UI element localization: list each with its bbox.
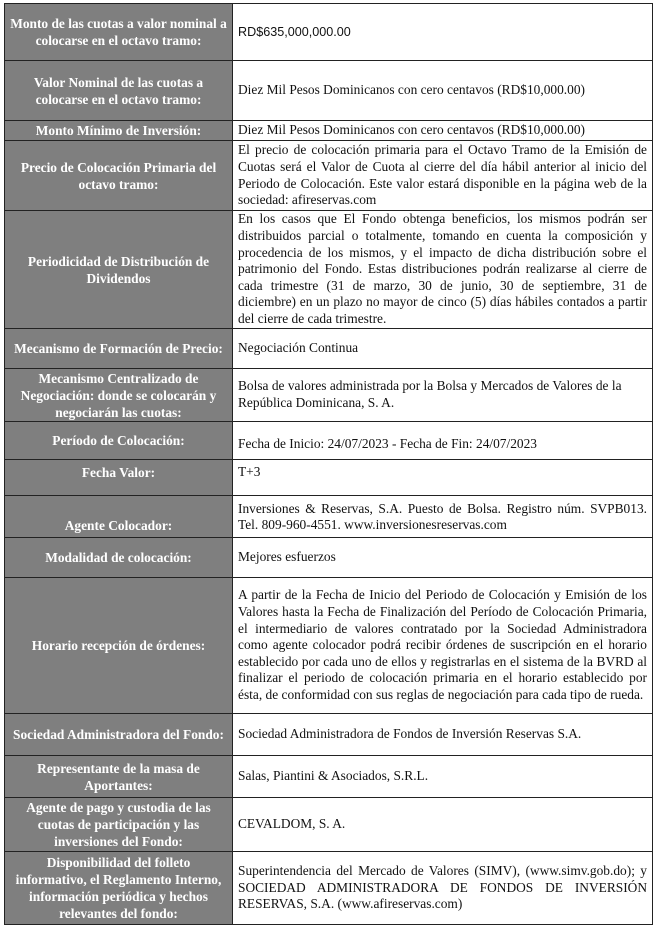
row-label: Periodicidad de Distribución de Dividendos — [5, 211, 233, 329]
table-row — [5, 852, 653, 925]
table-row — [5, 121, 653, 141]
row-value: Diez Mil Pesos Dominicanos con cero centavos (RD$10,000.00) — [233, 61, 653, 121]
table-row — [5, 538, 653, 578]
table-row — [5, 329, 653, 369]
row-value: Fecha de Inicio: 24/07/2023 - Fecha de Fin: 24/07/2023 — [233, 422, 653, 460]
row-label: Mecanismo Centralizado de Negociación: donde se colocarán y negociarán las cuotas: — [5, 369, 233, 422]
table-row — [5, 496, 653, 538]
row-label: Período de Colocación: — [5, 422, 233, 460]
row-label: Monto de las cuotas a valor nominal a colocarse en el octavo tramo: — [5, 4, 233, 61]
table-row — [5, 369, 653, 422]
row-value: Mejores esfuerzos — [233, 538, 653, 578]
row-value: Bolsa de valores administrada por la Bolsa y Mercados de Valores de la República Dominicana, S. A. — [233, 369, 653, 422]
row-label: Valor Nominal de las cuotas a colocarse en el octavo tramo: — [5, 61, 233, 121]
table-row — [5, 4, 653, 61]
row-value: Negociación Continua — [233, 329, 653, 369]
row-value: Inversiones & Reservas, S.A. Puesto de Bolsa. Registro núm. SVPB013. Tel. 809-960-4551. www.inversionesreservas.com — [233, 496, 653, 538]
row-value: El precio de colocación primaria para el Octavo Tramo de la Emisión de Cuotas será el Valor de Cuota al cierre del día hábil anterior al inicio del Periodo de Colocación. Este valor estará disponible en la página web de la sociedad: afireservas.com — [233, 141, 653, 211]
table-row — [5, 211, 653, 329]
table-row — [5, 714, 653, 756]
row-label: Horario recepción de órdenes: — [5, 578, 233, 714]
row-value: RD$635,000,000.00 — [233, 4, 653, 61]
row-label: Mecanismo de Formación de Precio: — [5, 329, 233, 369]
row-label: Representante de la masa de Aportantes: — [5, 756, 233, 798]
row-label: Agente Colocador: — [5, 496, 233, 538]
row-label: Agente de pago y custodia de las cuotas de participación y las inversiones del Fondo: — [5, 798, 233, 852]
row-value: T+3 — [233, 460, 653, 496]
table-row — [5, 460, 653, 496]
row-value: A partir de la Fecha de Inicio del Periodo de Colocación y Emisión de los Valores hasta la Fecha de Finalización del Período de Colocación Primaria, el intermediario de valores contratado por la Sociedad Administradora como agente colocador podrá recibir órdenes de suscripción en el horario establecido por cada uno de ellos y registrarlas en el sistema de la BVRD al finalizar el periodo de colocación primaria en el horario establecido por ésta, de conformidad con sus reglas de negociación para cada tipo de rueda. — [233, 578, 653, 714]
table-row — [5, 141, 653, 211]
row-value: Superintendencia del Mercado de Valores (SIMV), (www.simv.gob.do); y SOCIEDAD ADMINISTRADORA DE FONDOS DE INVERSIÓN RESERVAS, S.A. (www.afireservas.com) — [233, 852, 653, 925]
table-row — [5, 578, 653, 714]
row-label: Precio de Colocación Primaria del octavo tramo: — [5, 141, 233, 211]
row-value: Sociedad Administradora de Fondos de Inversión Reservas S.A. — [233, 714, 653, 756]
table-row — [5, 756, 653, 798]
row-value: Salas, Piantini & Asociados, S.R.L. — [233, 756, 653, 798]
row-value: CEVALDOM, S. A. — [233, 798, 653, 852]
offering-terms-table — [4, 3, 653, 925]
row-label: Disponibilidad del folleto informativo, el Reglamento Interno, información periódica y hechos relevantes del fondo: — [5, 852, 233, 925]
row-label: Modalidad de colocación: — [5, 538, 233, 578]
row-label: Sociedad Administradora del Fondo: — [5, 714, 233, 756]
table-row — [5, 422, 653, 460]
row-value: En los casos que El Fondo obtenga beneficios, los mismos podrán ser distribuidos parcial o totalmente, tomando en cuenta la composición y procedencia de los mismos, y el impacto de dicha distribución sobre el patrimonio del Fondo. Estas distribuciones podrán realizarse al cierre de cada trimestre (31 de marzo, 30 de junio, 30 de septiembre, 31 de diciembre) en un plazo no mayor de cinco (5) días hábiles contados a partir del cierre de cada trimestre. — [233, 211, 653, 329]
table-row — [5, 61, 653, 121]
row-label: Fecha Valor: — [5, 460, 233, 496]
table-row — [5, 798, 653, 852]
row-label: Monto Mínimo de Inversión: — [5, 121, 233, 141]
row-value: Diez Mil Pesos Dominicanos con cero centavos (RD$10,000.00) — [233, 121, 653, 141]
